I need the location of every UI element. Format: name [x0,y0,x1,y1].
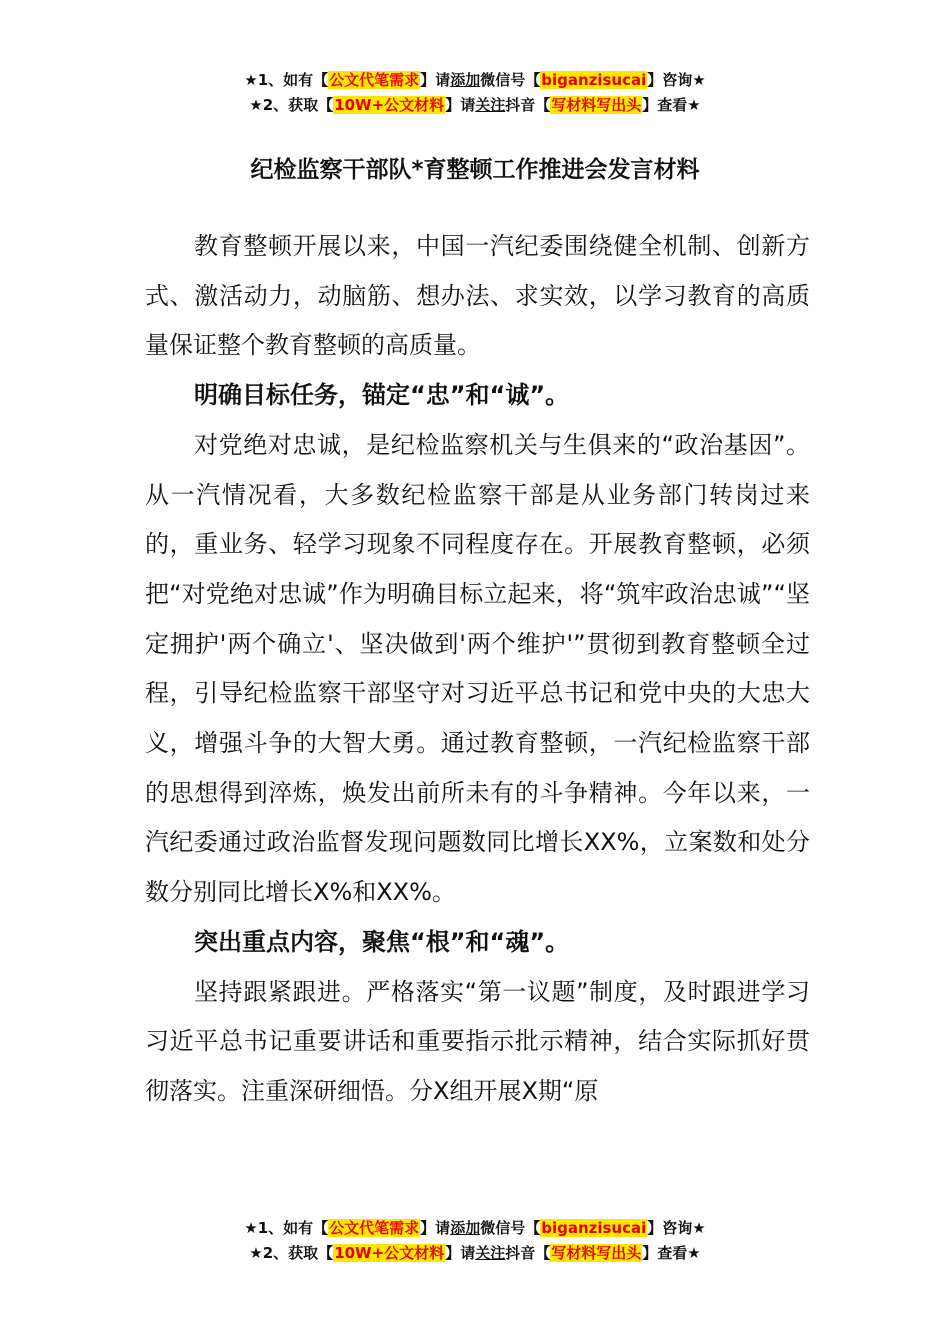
banner-text: 抖音【 [505,1244,551,1262]
document-title: 纪检监察干部队*育整顿工作推进会发言材料 [250,157,700,183]
banner-text: 】咨询★ [647,1219,706,1237]
banner-text: ★1、如有【 [244,1219,329,1237]
douyin-account-highlight: 写材料写出头 [551,1244,642,1262]
banner-text: 】咨询★ [647,71,706,89]
banner-text: 】查看★ [642,1244,701,1262]
banner-text: 微信号【 [480,1219,541,1237]
banner-text: ★2、获取【 [249,1244,334,1262]
header-banner [0,68,950,118]
footer-banner [0,1216,950,1266]
banner-line-2 [0,1241,950,1266]
banner-text: 】请 [445,1244,476,1262]
underlined-label: 添加 [450,1219,481,1237]
highlight-label: 公文代笔需求 [329,71,420,89]
wechat-id-highlight: biganzisucai [541,1219,647,1237]
wechat-id-highlight: biganzisucai [541,71,647,89]
underlined-label: 关注 [475,1244,506,1262]
underlined-label: 添加 [450,71,481,89]
highlight-label: 10W+公文材料 [334,1244,445,1262]
banner-line-1 [0,68,950,93]
banner-line-2 [0,93,950,118]
highlight-label: 10W+公文材料 [334,96,445,114]
banner-text: 】请 [420,1219,451,1237]
banner-line-1 [0,1216,950,1241]
body-paragraph: 坚持跟紧跟进。严格落实“第一议题”制度，及时跟进学习习近平总书记重要讲话和重要指示批示精神，结合实际抓好贯彻落实。注重深研细悟。分X组开展X期“原 [145,977,810,1105]
section-heading: 突出重点内容，聚焦“根”和“魂”。 [194,927,570,956]
douyin-account-highlight: 写材料写出头 [551,96,642,114]
underlined-label: 关注 [475,96,506,114]
banner-text: 抖音【 [505,96,551,114]
document-body [145,222,810,1117]
body-paragraph: 教育整顿开展以来，中国一汽纪委围绕健全机制、创新方式、激活动力，动脑筋、想办法、求实效，以学习教育的高质量保证整个教育整顿的高质量。 [145,232,810,360]
banner-text: ★2、获取【 [249,96,334,114]
banner-text: 】请 [445,96,476,114]
banner-text: 】查看★ [642,96,701,114]
highlight-label: 公文代笔需求 [329,1219,420,1237]
body-paragraph: 对党绝对忠诚，是纪检监察机关与生俱来的“政治基因”。从一汽情况看，大多数纪检监察干部是从业务部门转岗过来的，重业务、轻学习现象不同程度存在。开展教育整顿，必须把“对党绝对忠诚”作为明确目标立起来，将“筑牢政治忠诚”“坚定拥护'两个确立'、坚决做到'两个维护'”贯彻到教育整顿全过程，引导纪检监察干部坚守对习近平总书记和党中央的大忠大义，增强斗争的大智大勇。通过教育整顿，一汽纪检监察干部的思想得到淬炼，焕发出前所未有的斗争精神。今年以来，一汽纪委通过政治监督发现问题数同比增长XX%，立案数和处分数分别同比增长X%和XX%。 [145,430,810,907]
banner-text: ★1、如有【 [244,71,329,89]
section-heading: 明确目标任务，锚定“忠”和“诚”。 [194,381,570,410]
banner-text: 】请 [420,71,451,89]
banner-text: 微信号【 [480,71,541,89]
